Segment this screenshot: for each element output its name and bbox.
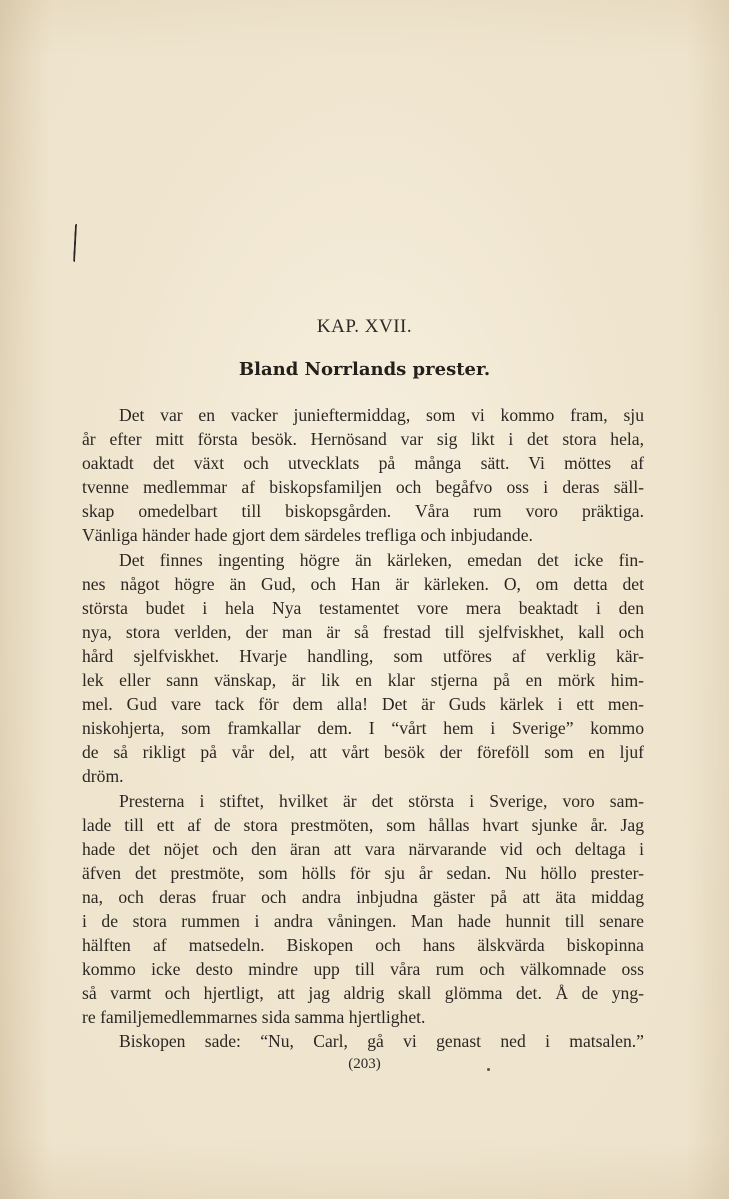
text-line: Det var en vacker junieftermiddag, som vi kommo fram, sju — [119, 405, 644, 425]
text-line: Biskopen sade: “Nu, Carl, gå vi genast ned i matsalen.” — [119, 1031, 644, 1052]
page-number: (203) — [348, 1056, 381, 1072]
text-line: niskohjerta, som framkallar dem. I “vårt hem i Sverige” kommo — [82, 718, 644, 739]
text-line: dröm. — [82, 766, 124, 787]
text-line: tvenne medlemmar af biskopsfamiljen och begåfvo oss i deras säll- — [82, 477, 644, 498]
chapter-number: KAP. XVII. — [316, 316, 413, 337]
text-line: hård sjelfviskhet. Hvarje handling, som utföres af verklig kär- — [82, 645, 644, 666]
text-line: nes något högre än Gud, och Han är kärleken. O, om detta det — [82, 573, 644, 594]
text-line: största budet i hela Nya testamentet vore mera beaktadt i den — [82, 597, 644, 618]
margin-bracket-mark — [73, 224, 80, 262]
text-line: hade det nöjet och den äran att vara närvarande vid och deltaga i — [82, 838, 644, 859]
text-line: hälften af matsedeln. Biskopen och hans älskvärda biskopinna — [82, 935, 644, 956]
text-line: Det finnes ingenting högre än kärleken, emedan det icke fin- — [119, 549, 644, 570]
text-line: lade till ett af de stora prestmöten, som hållas hvart sjunke år. Jag — [82, 814, 644, 835]
text-line: Vänliga händer hade gjort dem särdeles trefliga och inbjudande. — [82, 525, 533, 546]
text-line: Presterna i stiftet, hvilket är det största i Sverige, voro sam- — [119, 790, 644, 811]
text-line: de så rikligt på vår del, att vårt besök der föreföll som en ljuf — [82, 742, 644, 763]
text-line: na, och deras fruar och andra inbjudna gäster på att äta middag — [82, 886, 644, 907]
text-line: lek eller sann vänskap, är lik en klar stjerna på en mörk him- — [82, 670, 644, 691]
text-line: äfven det prestmöte, som hölls för sju år sedan. Nu höllo prester- — [82, 862, 644, 883]
text-line: så varmt och hjertligt, att jag aldrig skall glömma det. Å de yng- — [82, 983, 644, 1004]
body-text — [82, 403, 644, 1054]
text-line: i de stora rummen i andra våningen. Man hade hunnit till senare — [82, 910, 644, 931]
text-line: re familjemedlemmarnes sida samma hjertlighet. — [82, 1007, 426, 1028]
text-line: mel. Gud vare tack för dem alla! Det är Guds kärlek i ett men- — [82, 694, 644, 715]
text-line: oaktadt det växt och utvecklats på många sätt. Vi möttes af — [82, 453, 644, 474]
chapter-heading: Bland Norrlands prester. — [238, 359, 491, 380]
text-line: kommo icke desto mindre upp till våra rum och välkomnade oss — [82, 959, 644, 980]
text-line: skap omedelbart till biskopsgården. Våra rum voro präktiga. — [82, 501, 644, 522]
text-line: år efter mitt första besök. Hernösand var sig likt i det stora hela, — [82, 429, 644, 450]
text-line: nya, stora verlden, der man är så frestad till sjelfviskhet, kall och — [82, 621, 644, 642]
ink-speck — [487, 1068, 490, 1071]
